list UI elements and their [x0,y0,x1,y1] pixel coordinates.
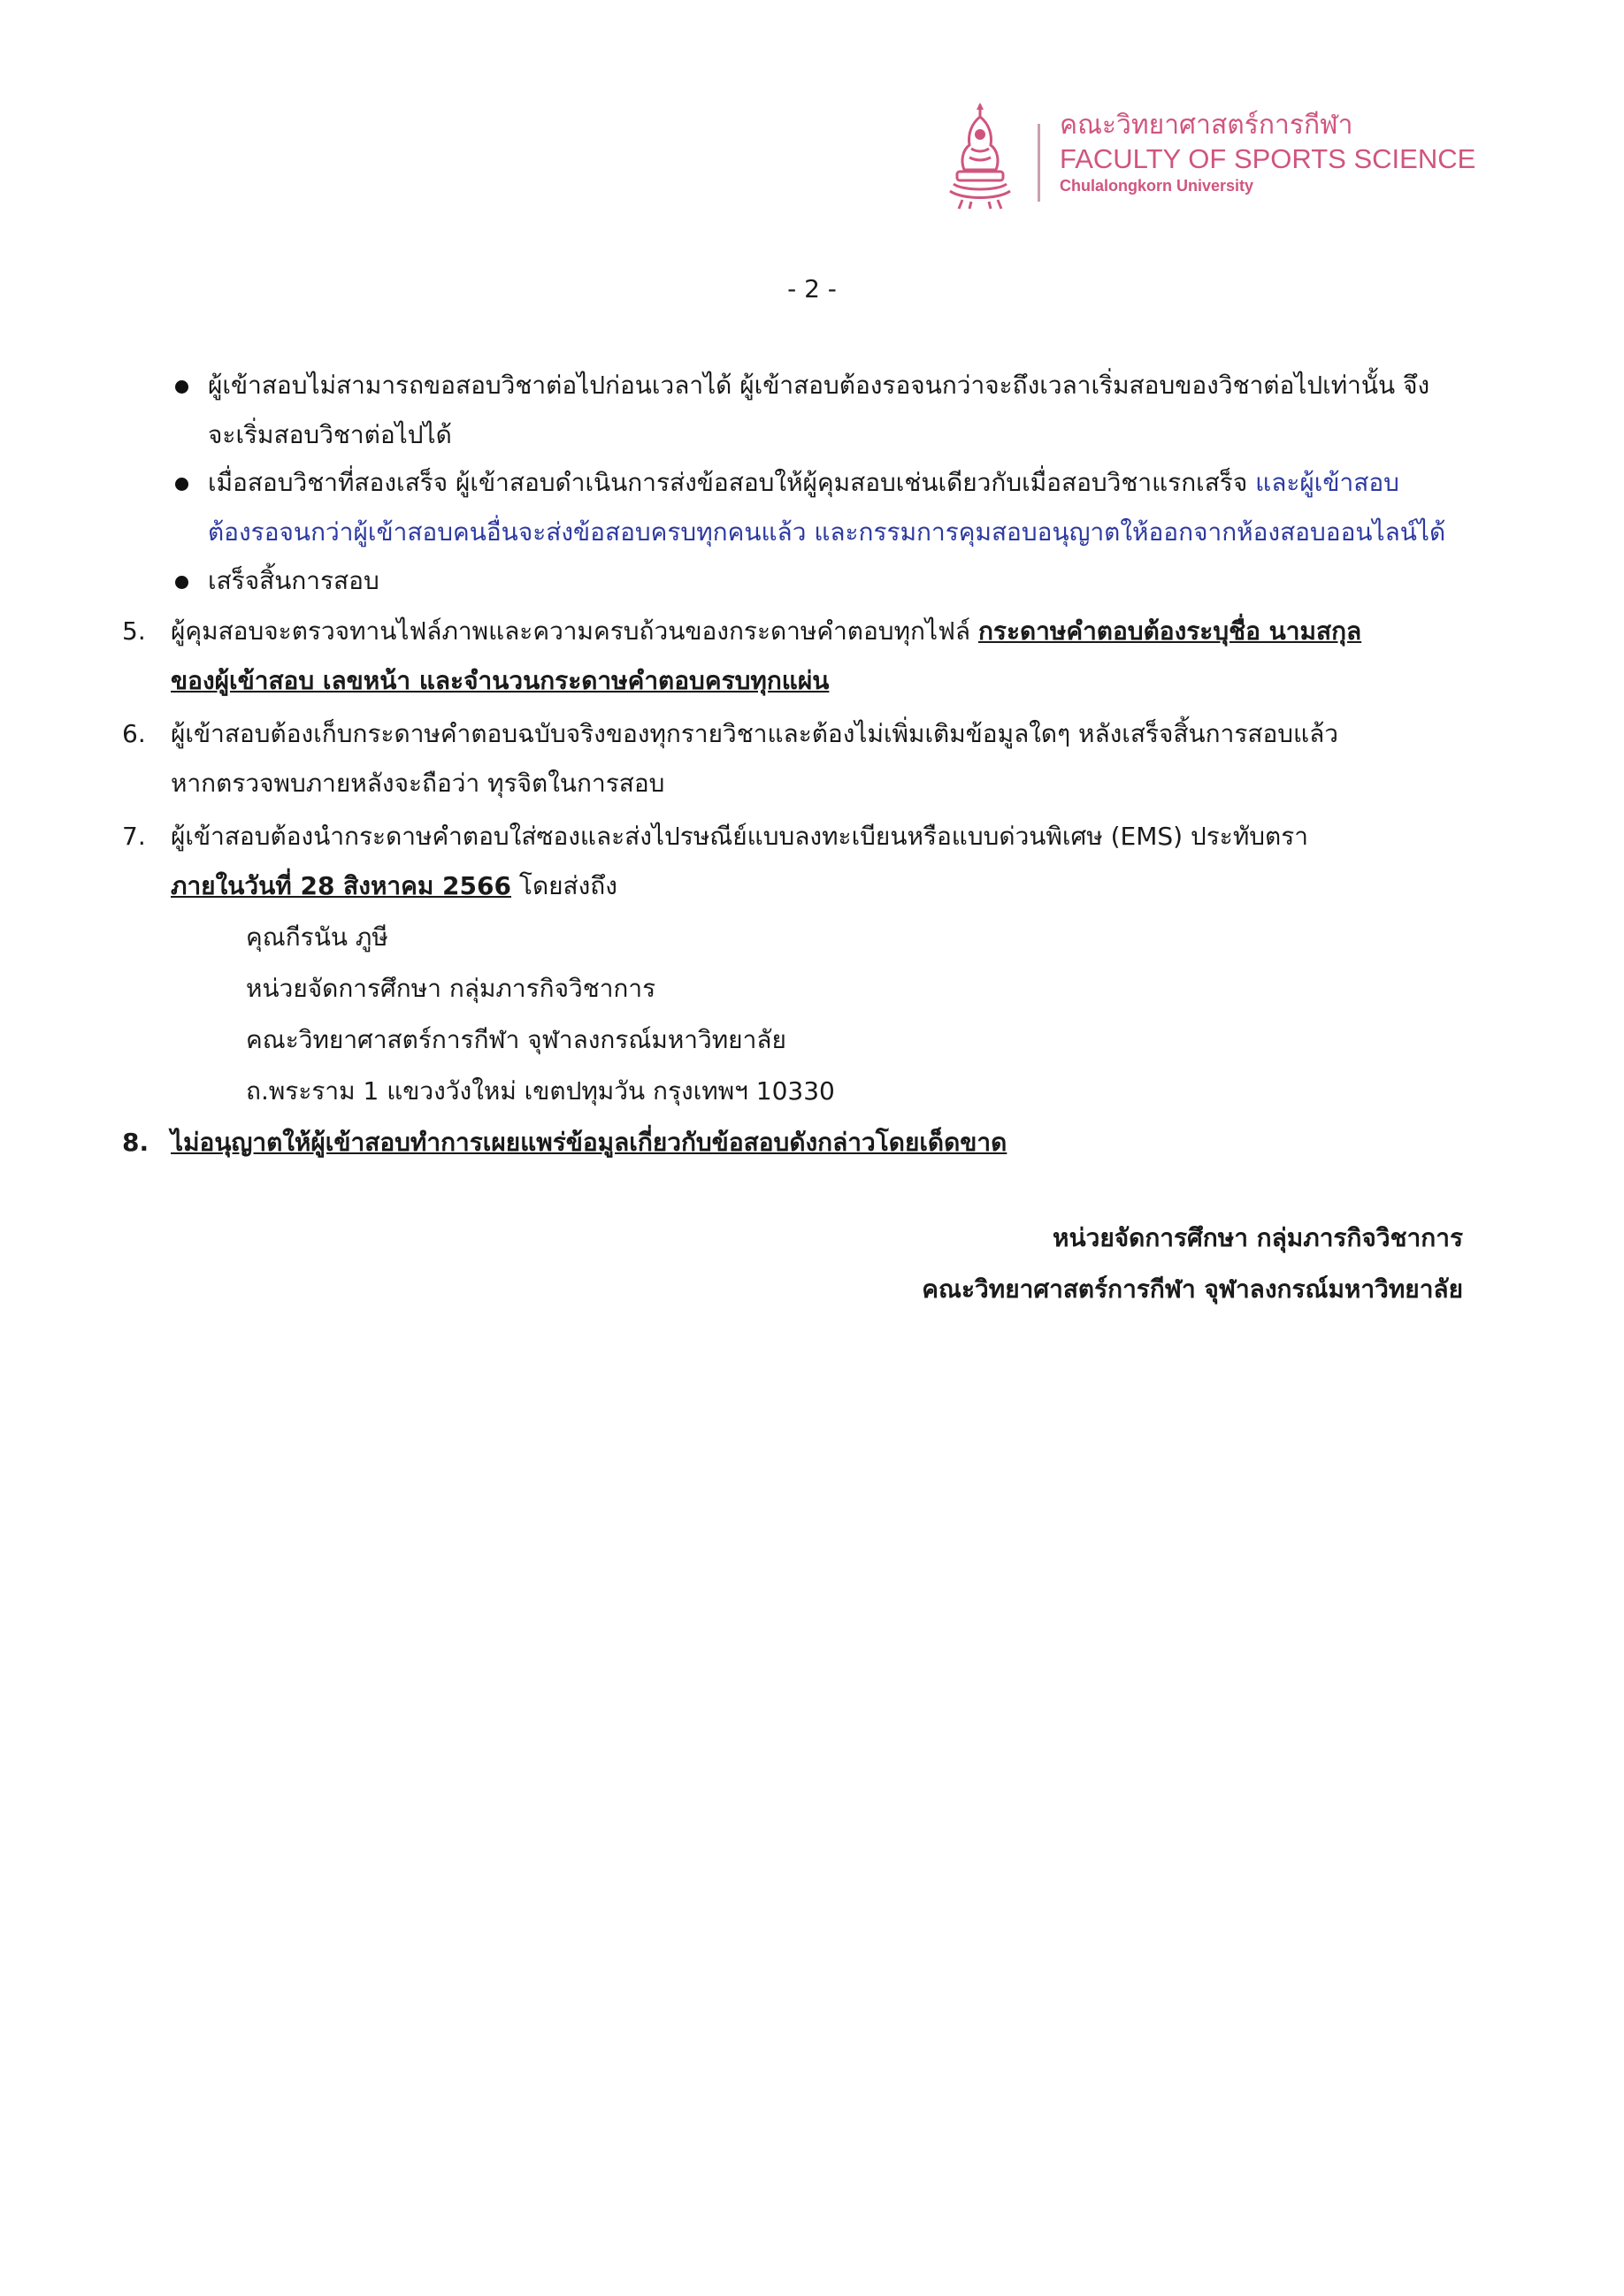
item-6-line-1: ผู้เข้าสอบต้องเก็บกระดาษคำตอบฉบับจริงของทุกรายวิชาและต้องไม่เพิ่มเติมข้อมูลใดๆ หลังเสร็จสิ้นการสอบแล้ว [171,719,1338,748]
signature-line-2: คณะวิทยาศาสตร์การกีฬา จุฬาลงกรณ์มหาวิทยาลัย [922,1274,1463,1304]
page-number: - 2 - [787,274,837,303]
item-5-line-1 [171,614,1361,649]
bullet-dot-icon [175,576,188,589]
item-6-number: 6. [122,719,146,748]
item-5-line-2: ของผู้เข้าสอบ เลขหน้า และจำนวนกระดาษคำตอบครบทุกแผ่น [171,666,830,695]
item-5-number: 5. [122,616,146,646]
bullet-2-text: เมื่อสอบวิชาที่สองเสร็จ ผู้เข้าสอบดำเนินการส่งข้อสอบให้ผู้คุมสอบเช่นเดียวกับเมื่อสอบวิชาแรกเสร็จ [208,468,1256,497]
faculty-logo [945,99,1493,214]
bullet-2-highlight: และผู้เข้าสอบ [1255,468,1399,497]
address-line: ถ.พระราม 1 แขวงวังใหม่ เขตปทุมวัน กรุงเทพฯ 10330 [246,1076,835,1106]
item-7-deadline: ภายในวันที่ 28 สิงหาคม 2566 [171,871,511,900]
bullet-1-line-1: ผู้เข้าสอบไม่สามารถขอสอบวิชาต่อไปก่อนเวลาได้ ผู้เข้าสอบต้องรอจนกว่าจะถึงเวลาเริ่มสอบของวิชาต่อไปเท่านั้น จึง [208,371,1430,400]
address-line: หน่วยจัดการศึกษา กลุ่มภารกิจวิชาการ [246,974,656,1003]
logo-thai-name: คณะวิทยาศาสตร์การกีฬา [1060,110,1353,141]
item-7-line-2 [171,869,617,904]
address-line: คุณกีรนัน ภูษี [246,922,388,952]
phra-kiao-emblem-icon [945,99,1015,210]
item-7-text: โดยส่งถึง [511,871,617,900]
bullet-2-line-1 [208,465,1399,501]
bullet-dot-icon [175,380,188,394]
logo-text [1060,108,1475,196]
bullet-1-line-2: จะเริ่มสอบวิชาต่อไปได้ [208,420,452,449]
signature-line-1: หน่วยจัดการศึกษา กลุ่มภารกิจวิชาการ [1053,1223,1463,1252]
logo-divider [1038,124,1040,202]
item-8-number: 8. [122,1128,149,1157]
item-7-number: 7. [122,822,146,851]
item-7-line-1: ผู้เข้าสอบต้องนำกระดาษคำตอบใส่ซองและส่งไปรษณีย์แบบลงทะเบียนหรือแบบด่วนพิเศษ (EMS) ประทับตรา [171,822,1308,851]
address-line: คณะวิทยาศาสตร์การกีฬา จุฬาลงกรณ์มหาวิทยาลัย [246,1025,786,1054]
bullet-dot-icon [175,478,188,491]
bullet-3-line-1: เสร็จสิ้นการสอบ [208,566,379,595]
item-5-emphasis: กระดาษคำตอบต้องระบุชื่อ นามสกุล [977,616,1362,646]
item-8-line-1: ไม่อนุญาตให้ผู้เข้าสอบทำการเผยแพร่ข้อมูลเกี่ยวกับข้อสอบดังกล่าวโดยเด็ดขาด [171,1128,1007,1157]
item-5-text: ผู้คุมสอบจะตรวจทานไฟล์ภาพและความครบถ้วนของกระดาษคำตอบทุกไฟล์ [171,616,978,646]
item-6-line-2: หากตรวจพบภายหลังจะถือว่า ทุรจิตในการสอบ [171,769,665,798]
logo-university-name: Chulalongkorn University [1060,177,1254,195]
logo-english-name: FACULTY OF SPORTS SCIENCE [1060,143,1476,174]
bullet-2-line-2: ต้องรอจนกว่าผู้เข้าสอบคนอื่นจะส่งข้อสอบครบทุกคนแล้ว และกรรมการคุมสอบอนุญาตให้ออกจากห้องสอบออนไลน์ได้ [208,517,1446,547]
